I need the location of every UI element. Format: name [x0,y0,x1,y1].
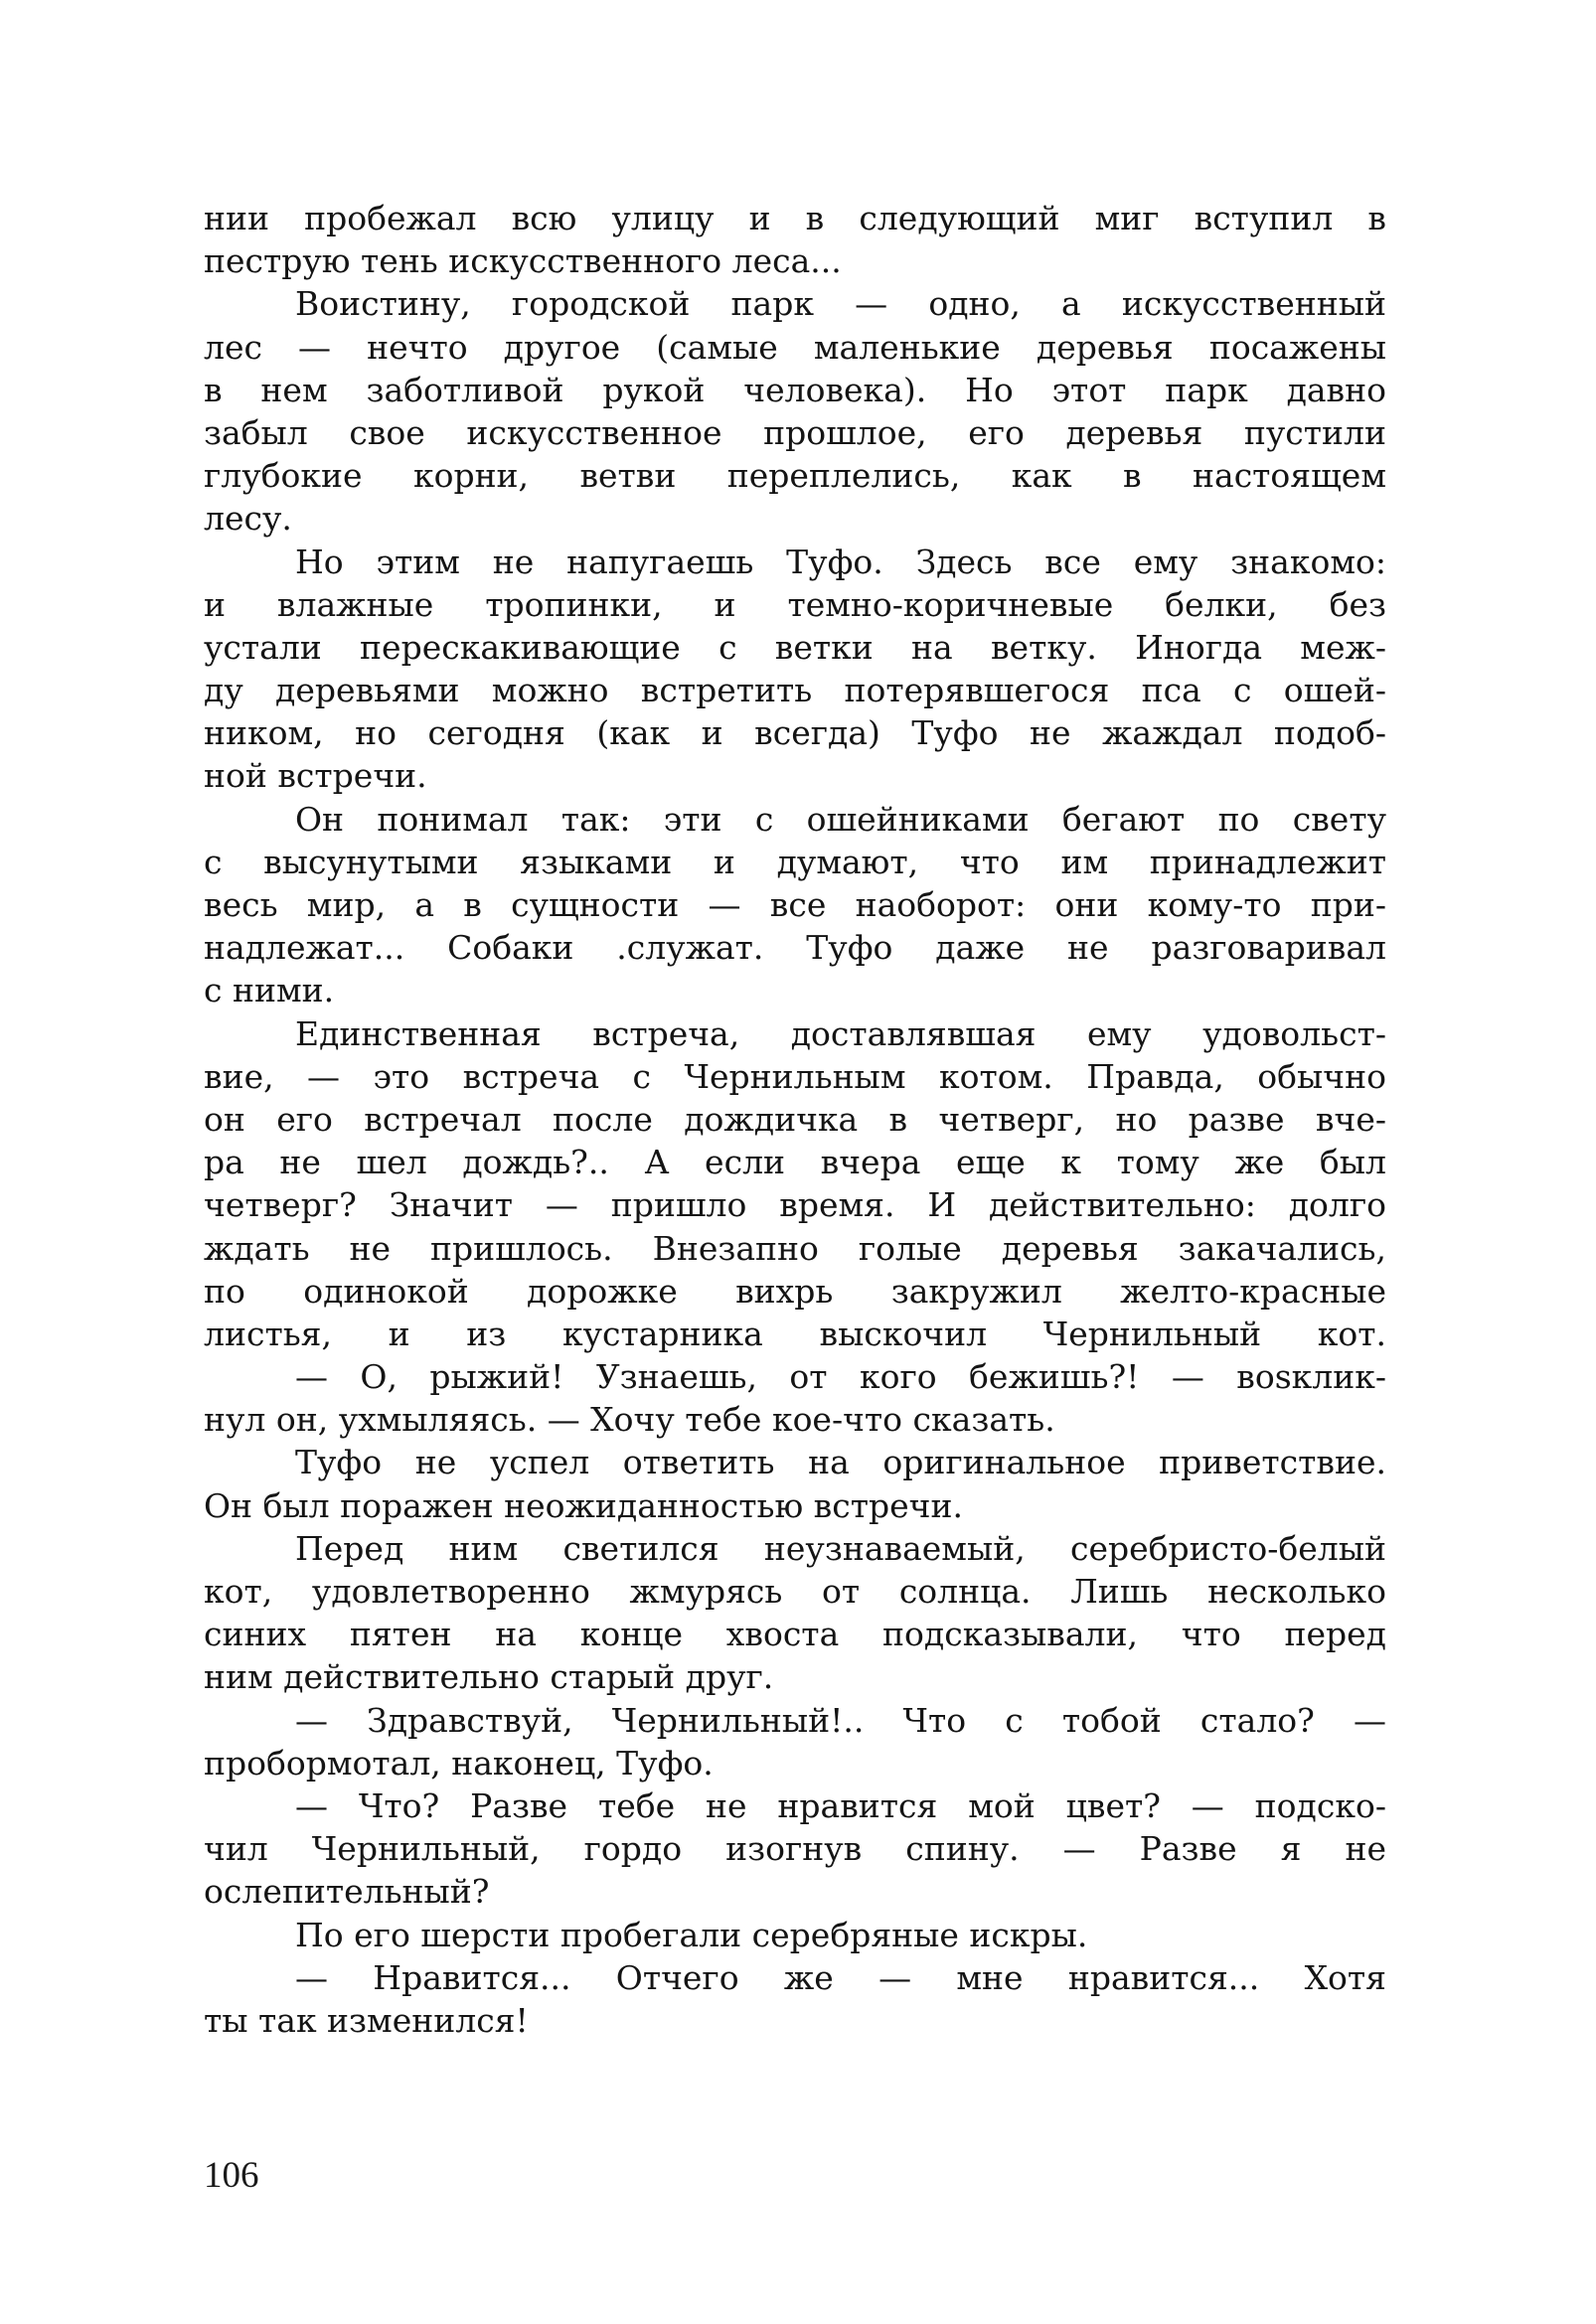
text-line: кот, удовлетворенно жмурясь от солнца. Лишь несколько [204,1572,1386,1611]
text-line: и влажные тропинки, и темно-коричневые белки, без [204,584,1386,624]
text-line: ной встречи. [204,756,427,796]
text-line: По его шерсти пробегали серебряные искры. [295,1915,1088,1954]
text-line: листья, и из кустарника выскочил Чернильный кот. [204,1314,1386,1353]
text-line: с ними. [204,971,335,1010]
text-line: Перед ним светился неузнаваемый, серебристо-белый [295,1528,1386,1568]
text-line: ты так изменился! [204,2000,529,2040]
text-line: весь мир, а в сущности — все наоборот: они кому-то при- [204,885,1386,924]
text-line: вие, — это встреча с Чернильным котом. Правда, обычно [204,1056,1386,1096]
text-line: синих пятен на конце хвоста подсказывали, что перед [204,1615,1386,1654]
text-line: лесу. [204,499,292,539]
text-line: ником, но сегодня (как и всегда) Туфо не жаждал подоб- [204,713,1386,753]
text-line: он его встречал после дождичка в четверг, но разве вче- [204,1099,1386,1139]
text-line: — О, рыжий! Узнаешь, от кого бежишь?! — воsклик- [295,1357,1386,1397]
text-line: ним действительно старый друг. [204,1657,774,1697]
text-line: чил Чернильный, гордо изогнув спину. — Разве я не [204,1829,1386,1869]
text-line: четверг? Значит — пришло время. И действительно: долго [204,1185,1386,1225]
text-line: пеструю тень искусственного леса... [204,241,842,281]
text-line: ждать не пришлось. Внезапно голые деревья закачались, [204,1228,1386,1268]
text-line: пробормотал, наконец, Туфо. [204,1743,714,1782]
text-line: Но этим не напугаешь Туфо. Здесь все ему знакомо: [295,542,1386,581]
text-line: по одинокой дорожке вихрь закружил желто-красные [204,1271,1386,1311]
text-line: Он понимал так: эти с ошейниками бегают по свету [295,799,1386,839]
text-line: забыл свое искусственное прошлое, его деревья пустили [204,412,1386,452]
text-line: нул он, ухмыляясь. — Хочу тебе кое-что сказать. [204,1400,1055,1440]
page-number: 106 [204,2155,259,2196]
text-line: — Здравствуй, Чернильный!.. Что с тобой стало? — [295,1700,1386,1740]
text-line: нии пробежал всю улицу и в следующий миг вступил в [204,199,1386,237]
text-line: в нем заботливой рукой человека). Но этот парк давно [204,370,1386,409]
text-line: глубокие корни, ветви переплелись, как в настоящем [204,456,1386,496]
text-line: надлежат... Собаки .служат. Туфо даже не разговаривал [204,928,1386,968]
text-line: ослепительный? [204,1872,490,1912]
text-line: Он был поражен неожиданностью встречи. [204,1485,963,1525]
body-text [204,197,1386,2042]
text-line: лес — нечто другое (самые маленькие деревья посажены [204,327,1386,367]
text-line: с высунутыми языками и думают, что им принадлежит [204,842,1386,881]
text-line: устали перескакивающие с ветки на ветку. Иногда меж- [204,627,1386,667]
text-line: — Что? Разве тебе не нравится мой цвет? — подско- [295,1785,1386,1825]
text-line: ра не шел дождь?.. А если вчера еще к тому же был [204,1143,1386,1182]
text-line: ду деревьями можно встретить потерявшегося пса с ошей- [204,671,1386,710]
text-line: Единственная встреча, доставлявшая ему удовольст- [295,1013,1386,1053]
text-line: Туфо не успел ответить на оригинальное приветствие. [295,1443,1386,1482]
text-line: Воистину, городской парк — одно, а искусственный [295,284,1386,324]
text-line: — Нравится... Отчего же — мне нравится... Хотя [295,1957,1386,1997]
